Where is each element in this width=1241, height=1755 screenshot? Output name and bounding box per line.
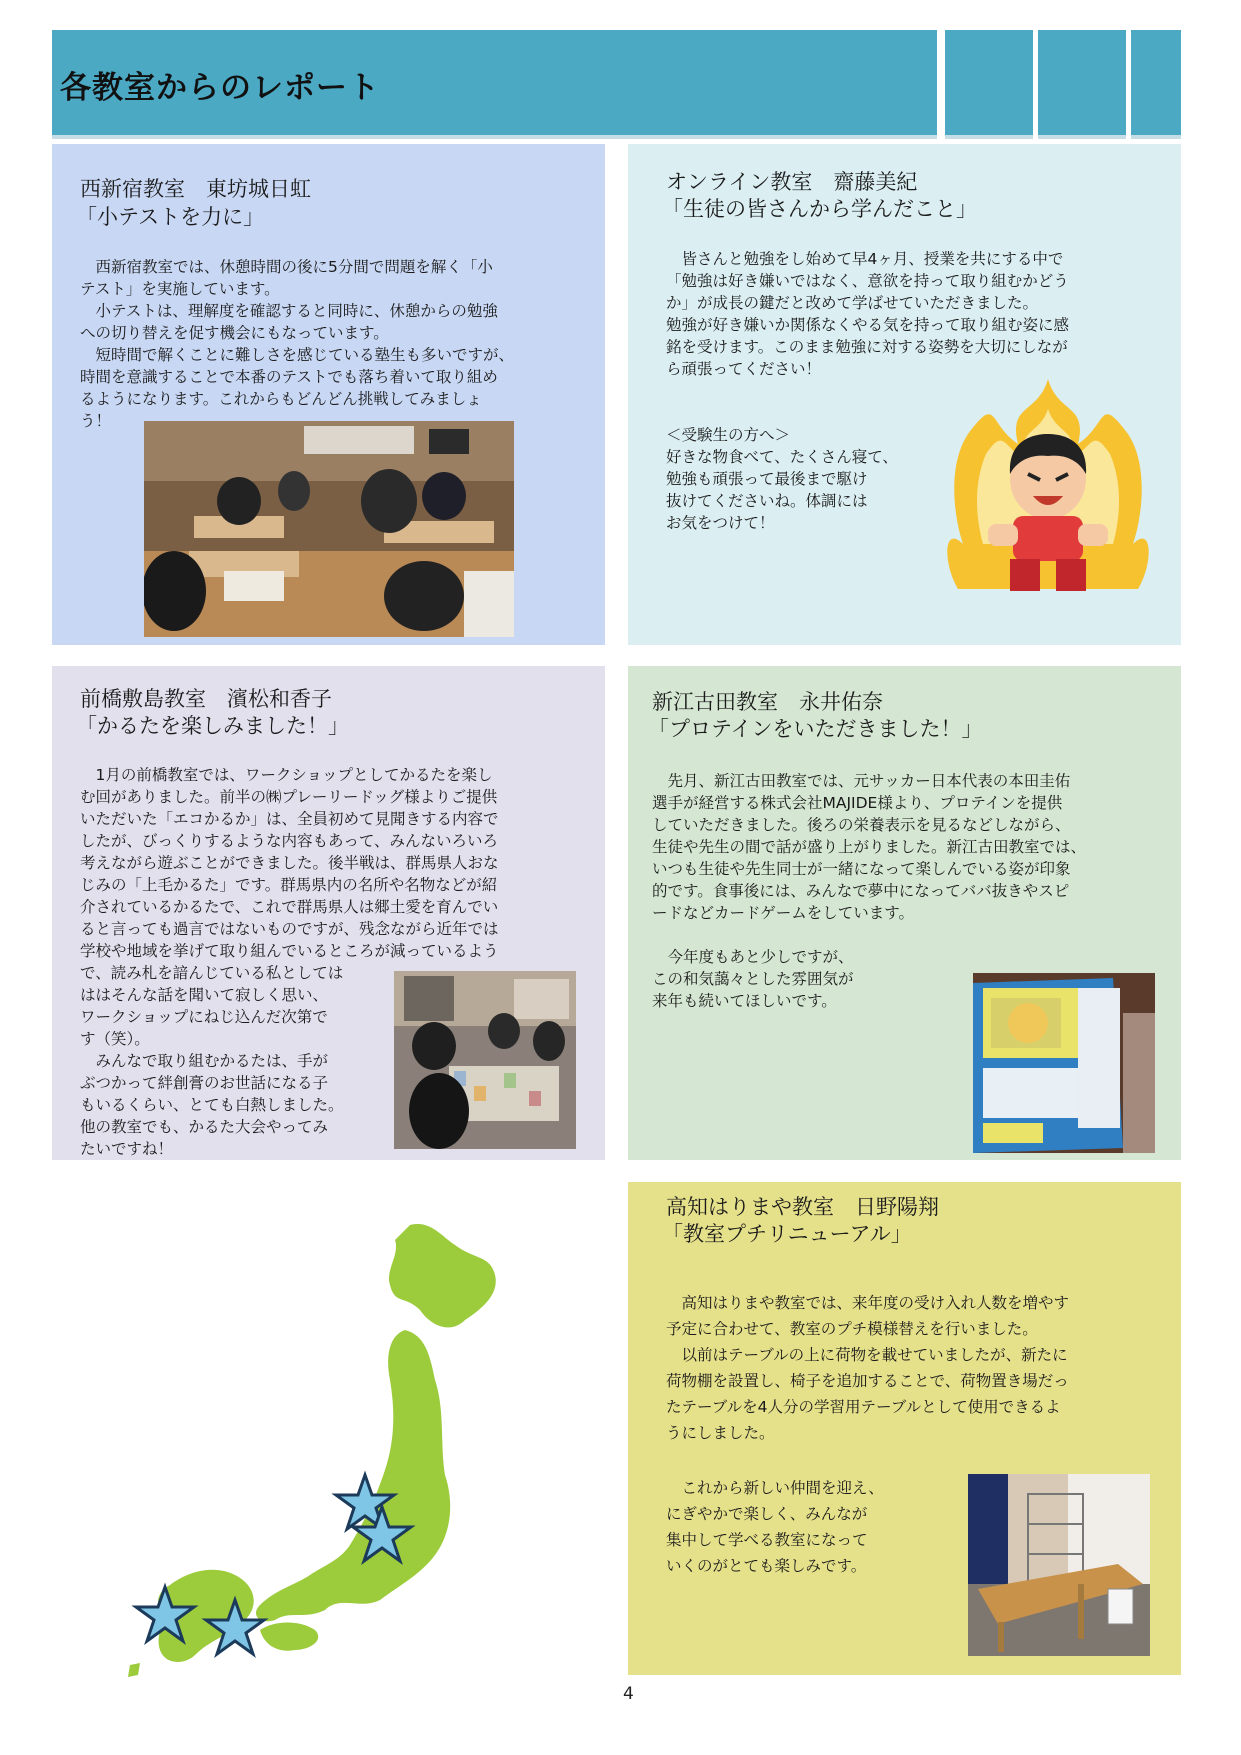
karuta-photo xyxy=(394,971,576,1149)
report-body: 先月、新江古田教室では、元サッカー日本代表の本田圭佑 選手が経営する株式会社MAJIDE様より、プロテインを提供 していただきました。後ろの栄養表示を見るなどしながら、 生徒や先生の間で話が盛り上がりました。新江古田教室では、 いつも生徒や先生同士が一緒になって楽しんでいる姿が印象 的です。食事後には、みんなで夢中になってババ抜きやスピ ードなどカードゲームをしています。 xyxy=(652,772,1087,922)
report-body: 皆さんと勉強をし始めて早4ヶ月、授業を共にする中で 「勉強は好き嫌いではなく、意欲を持って取り組むかどう か」が成長の鍵だと改めて学ばせていただきました。 勉強が好き嫌いか関係なくやる気を持って取り組む姿に感 銘を受けます。このまま勉強に対する姿勢を大切にしなが ら頑張ってください！ xyxy=(666,250,1070,378)
renewed-classroom-photo xyxy=(968,1474,1150,1656)
report-panel-shinegota xyxy=(628,666,1181,1160)
page-number: 4 xyxy=(623,1684,634,1704)
report-body-continued: ははそんな話を聞いて寂しく思い、 ワークショップにねじ込んだ次第で す（笑）。 みんなで取り組むかるたは、手が ぶつかって絆創膏のお世話になる子 もいるくらい、とても白熱しました。 他の教室でも、かるた大会やってみ たいですね！ xyxy=(80,986,344,1158)
report-body: 1月の前橋教室では、ワークショップとしてかるたを楽し む回がありました。前半の㈱プレーリードッグ様よりご提供 いただいた「エコかるか」は、全員初めて見聞きする内容で したが、びっくりするような内容もあって、みんないろいろ 考えながら遊ぶことができました。後半戦は、群馬県人おな じみの「上毛かるた」です。群馬県内の名所や名物などが紹 介されているかるたで、これで群馬県人は郷土愛を育んでい ると言っても過言ではないものですが、残念ながら近年では 学校や地域を挙げて取り組んでいるところが減っているよう で、読み札を諳んじている私としては xyxy=(80,766,499,982)
header-block-3 xyxy=(1131,30,1181,135)
report-classroom: 前橋敷島教室 濱松和香子 xyxy=(80,687,332,711)
report-classroom: 高知はりまや教室 日野陽翔 xyxy=(666,1195,939,1219)
report-classroom: 西新宿教室 東坊城日虹 xyxy=(80,177,311,201)
page-title: 各教室からのレポート xyxy=(60,70,380,106)
header-block-1 xyxy=(945,30,1033,135)
report-classroom: 新江古田教室 永井佑奈 xyxy=(652,690,883,714)
report-headline: 「プロテインをいただきました！」 xyxy=(648,717,983,741)
report-panel-kochi xyxy=(628,1182,1181,1675)
report-classroom: オンライン教室 齋藤美紀 xyxy=(666,170,918,194)
report-headline: 「小テストを力に」 xyxy=(76,205,265,229)
report-body-exam-message: ＜受験生の方へ＞ 好きな物食べて、たくさん寝て、 勉強も頑張って最後まで駆け 抜けてくださいね。体調には お気をつけて！ xyxy=(666,426,898,532)
classroom-photo xyxy=(144,421,514,637)
report-panel-online xyxy=(628,144,1181,645)
report-body-continued: 今年度もあと少しですが、 この和気藹々とした雰囲気が 来年も続いてほしいです。 xyxy=(652,948,854,1010)
report-body: 高知はりまや教室では、来年度の受け入れ人数を増やす 予定に合わせて、教室のプチ模様替えを行いました。 以前はテーブルの上に荷物を載せていましたが、新たに 荷物棚を設置し、椅子を追加することで、荷物置き場だっ たテーブルを4人分の学習用テーブルとして使用できるよ うにしました。 xyxy=(666,1294,1070,1442)
japan-map xyxy=(110,1215,550,1685)
report-headline: 「教室プチリニューアル」 xyxy=(662,1222,912,1246)
report-panel-nishishinjuku xyxy=(52,144,605,645)
report-body-continued: これから新しい仲間を迎え、 にぎやかで楽しく、みんなが 集中して学べる教室になって いくのがとても楽しみです。 xyxy=(666,1479,884,1575)
fired-up-boy-illustration xyxy=(938,374,1158,604)
header-block-2 xyxy=(1038,30,1126,135)
report-headline: 「かるたを楽しみました！」 xyxy=(76,714,349,738)
report-body: 西新宿教室では、休憩時間の後に5分間で問題を解く「小 テスト」を実施しています。 小テストは、理解度を確認すると同時に、休憩からの勉強 への切り替えを促す機会にもなっています。 短時間で解くことに難しさを感じている塾生も多いですが、 時間を意識することで本番のテストでも落ち着いて取り組め るようになります。これからもどんどん挑戦してみましょ う！ xyxy=(80,258,515,430)
report-panel-maebashi xyxy=(52,666,605,1160)
report-headline: 「生徒の皆さんから学んだこと」 xyxy=(662,197,977,221)
protein-bag-photo xyxy=(973,973,1155,1153)
